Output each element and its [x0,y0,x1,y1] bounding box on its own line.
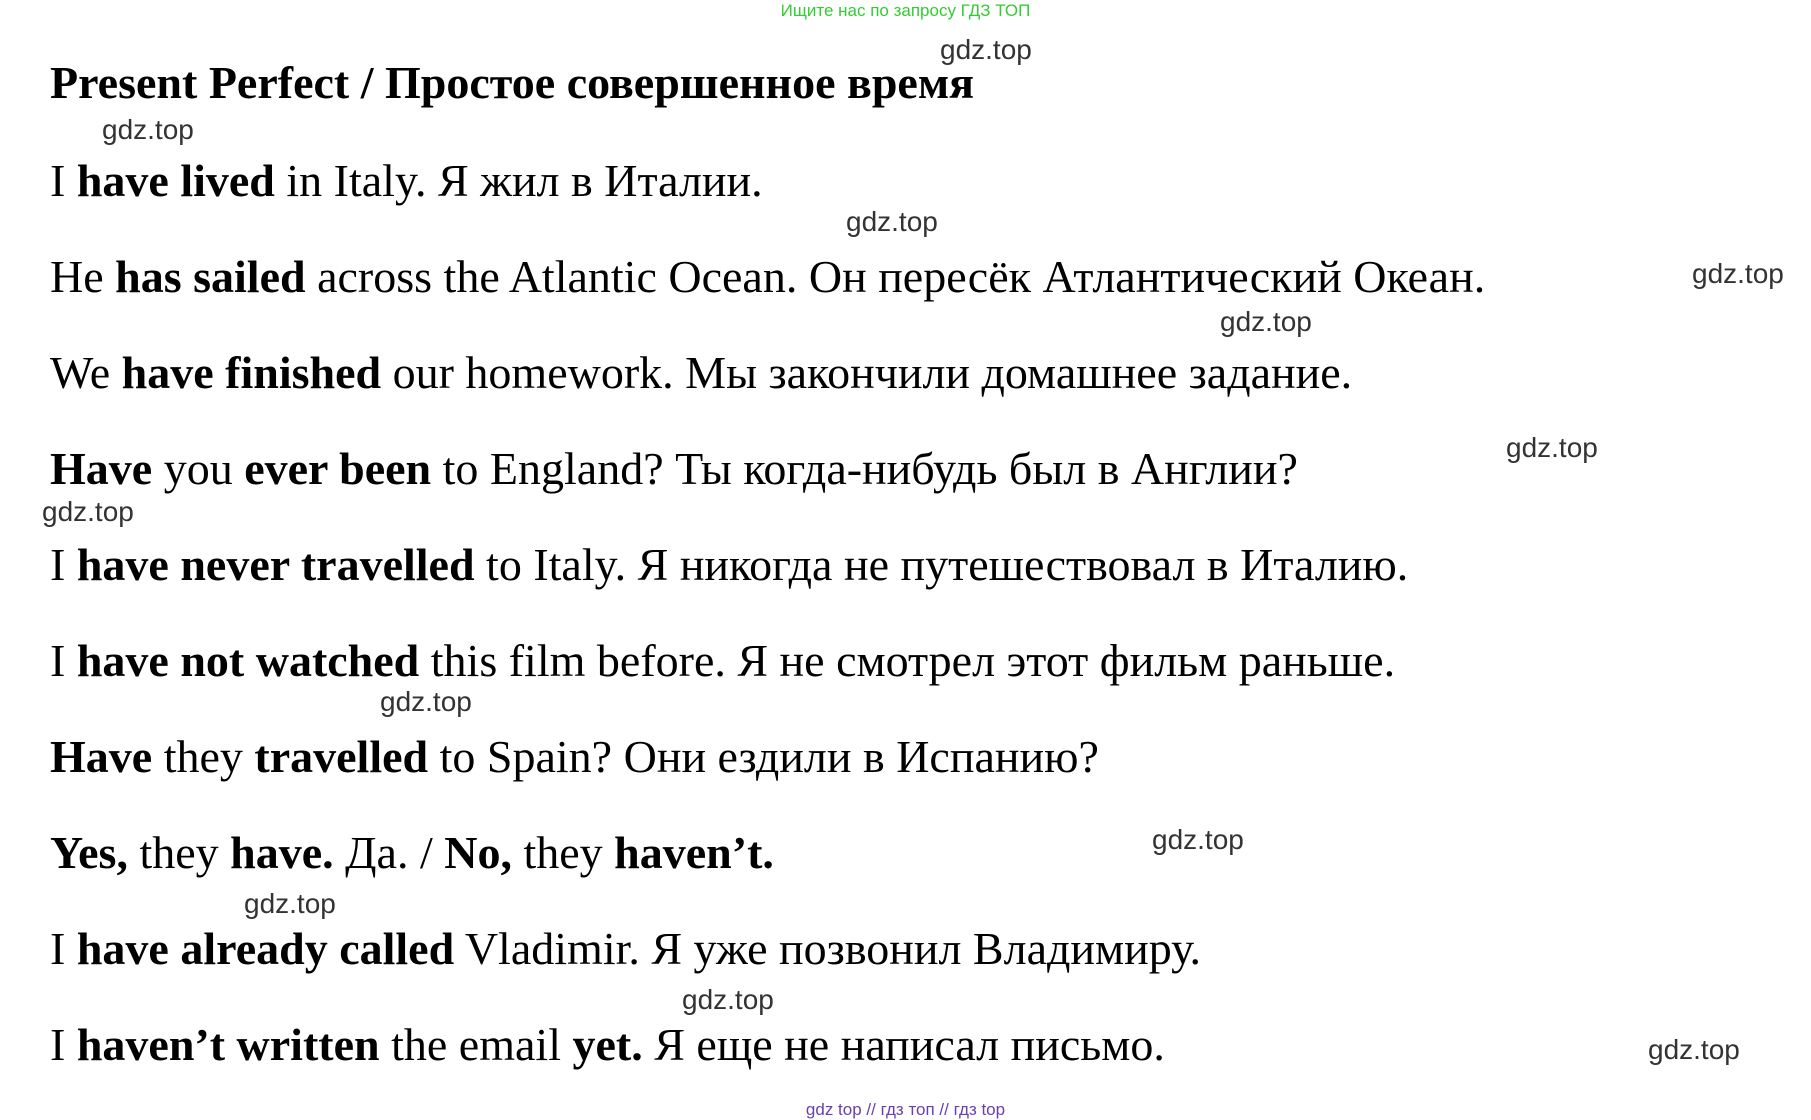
plain-phrase: our homework. Мы закончили домашнее задание. [381,347,1353,398]
sentence-line [50,442,1298,495]
bold-phrase: have finished [121,347,382,398]
bold-phrase: ever been [244,443,432,494]
bold-phrase: Have [50,731,153,782]
plain-phrase: Да. / [333,827,445,878]
sentence-line [50,826,774,879]
bold-phrase: have lived [76,155,275,206]
watermark: gdz.top [244,888,336,919]
plain-phrase: they [127,827,231,878]
sentence-line [50,922,1201,975]
plain-phrase: He [50,251,116,302]
plain-phrase: I [50,923,77,974]
bold-phrase: have not watched [76,635,420,686]
plain-phrase: I [50,539,77,590]
sentence-line [50,250,1485,303]
watermark: gdz.top [846,206,938,237]
watermark: gdz.top [682,984,774,1015]
plain-phrase: they [511,827,615,878]
bold-phrase: haven’t. [614,827,774,878]
sentence-line [50,538,1408,591]
watermark: gdz.top [1692,258,1784,289]
plain-phrase: I [50,1019,77,1070]
watermark: gdz.top [42,496,134,527]
page-title: Present Perfect / Простое совершенное время [50,57,975,108]
sentence-line [50,1018,1165,1071]
plain-phrase: We [50,347,122,398]
bold-phrase: Yes, [50,827,128,878]
plain-phrase: Vladimir. Я уже позвонил Владимиру. [454,923,1202,974]
plain-phrase: you [152,443,245,494]
sentence-line [50,634,1395,687]
bold-phrase: has sailed [115,251,306,302]
plain-phrase: Я еще не написал письмо. [642,1019,1165,1070]
plain-phrase: to Italy. Я никогда не путешествовал в Италию. [474,539,1409,590]
plain-phrase: the email [379,1019,573,1070]
sentence-line [50,730,1099,783]
plain-phrase: across the Atlantic Ocean. Он пересёк Атлантический Океан. [305,251,1486,302]
bold-phrase: have. [230,827,334,878]
watermark: gdz.top [1506,432,1598,463]
bold-phrase: have never travelled [76,539,475,590]
watermark: gdz.top [1152,824,1244,855]
plain-phrase: to Spain? Они ездили в Испанию? [428,731,1099,782]
watermark: gdz.top [1648,1034,1740,1065]
watermark: gdz.top [940,34,1032,65]
watermark: gdz.top [1220,306,1312,337]
watermark: gdz.top [380,686,472,717]
bold-phrase: travelled [254,731,429,782]
bold-phrase: No, [444,827,512,878]
bold-phrase: haven’t written [76,1019,380,1070]
sentence-line [50,346,1352,399]
plain-phrase: they [152,731,255,782]
bold-phrase: have already called [76,923,455,974]
footer-links: gdz top // гдз топ // гдз top [805,1100,1006,1119]
top-banner: Ищите нас по запросу ГДЗ ТОП [780,1,1031,20]
bold-phrase: Have [50,443,153,494]
plain-phrase: I [50,635,77,686]
watermark: gdz.top [102,114,194,145]
sentence-line [50,154,763,207]
plain-phrase: in Italy. Я жил в Италии. [274,155,763,206]
bold-phrase: yet. [572,1019,643,1070]
plain-phrase: this film before. Я не смотрел этот фильм раньше. [419,635,1396,686]
plain-phrase: to England? Ты когда-нибудь был в Англии? [431,443,1298,494]
plain-phrase: I [50,155,77,206]
